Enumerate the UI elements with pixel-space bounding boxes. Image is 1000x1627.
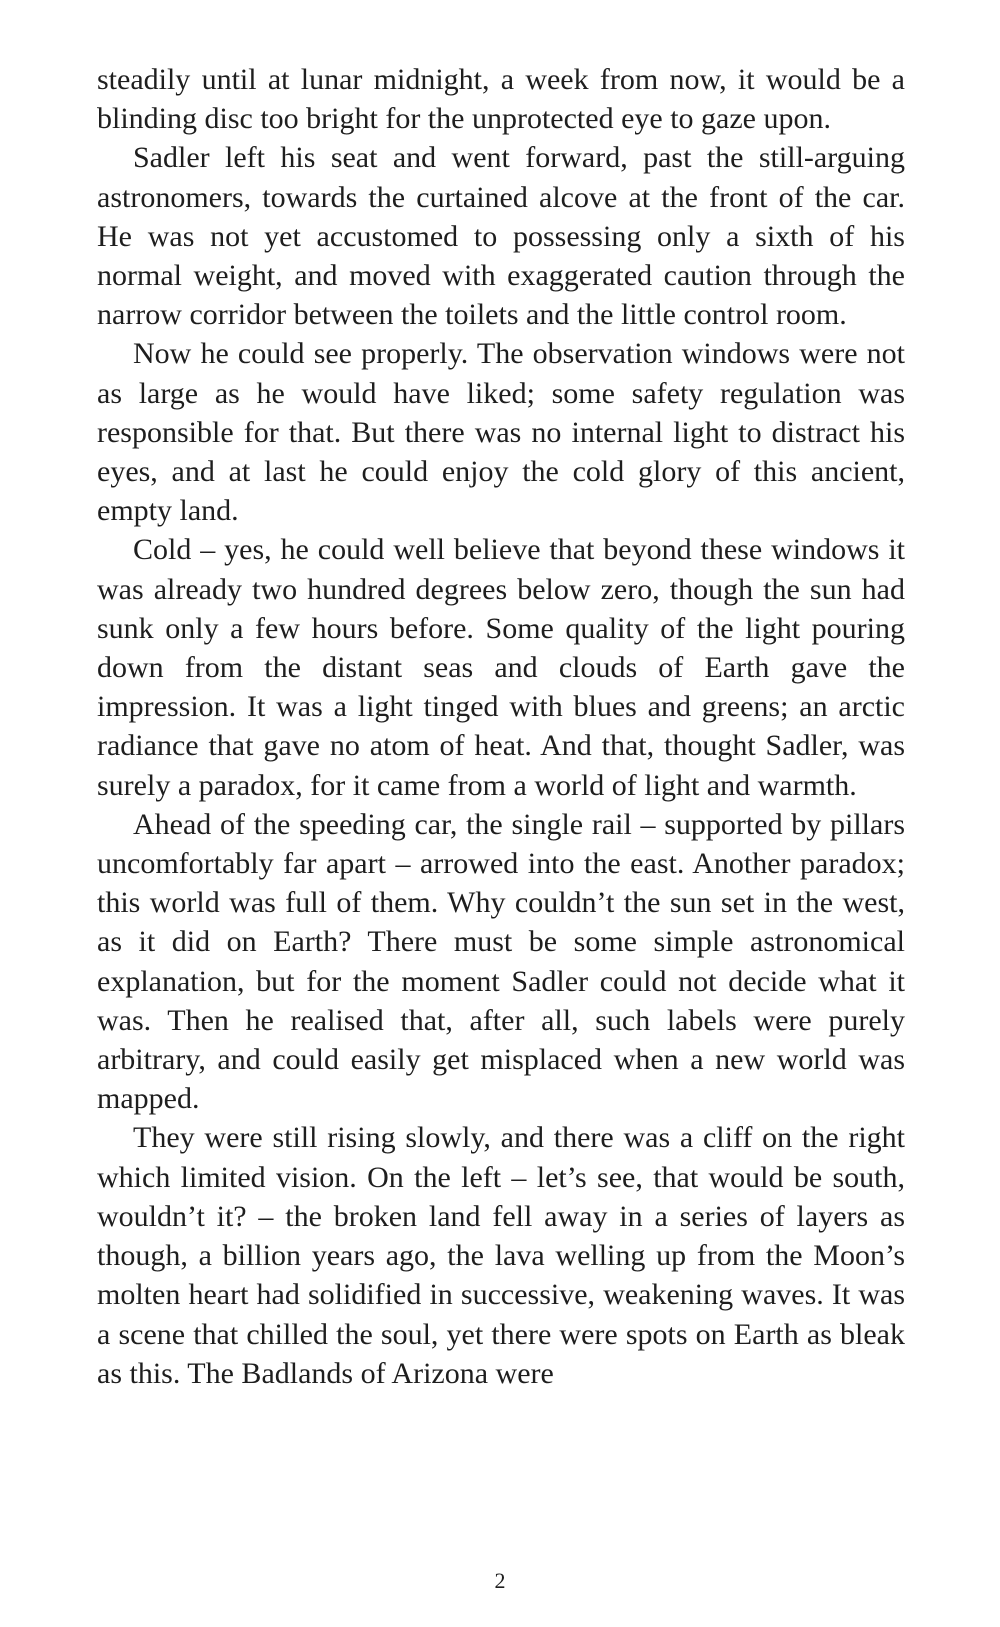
paragraph: Now he could see properly. The observation windows were not as large as he would have liked; some safety regulation was responsible for that. But there was no internal light to distract his eyes, and at last he could enjoy the cold glory of this ancient, empty land. [97, 337, 905, 528]
paragraph: Ahead of the speeding car, the single rail – supported by pillars uncomfortably far apart – arrowed into the east. Another paradox; this world was full of them. Why couldn’t the sun set in the west, as it did on Earth? There must be some simple astronomical explanation, but for the moment Sadler could not decide what it was. Then he realised that, after all, such labels were purely arbitrary, and could easily get misplaced when a new world was mapped. [97, 807, 905, 1116]
page-number: 2 [494, 1568, 506, 1593]
paragraph: Cold – yes, he could well believe that beyond these windows it was already two hundred degrees below zero, though the sun had sunk only a few hours before. Some quality of the light pouring down from the distant seas and clouds of Earth gave the impression. It was a light tinged with blues and greens; an arctic radiance that gave no atom of heat. And that, thought Sadler, was surely a paradox, for it came from a world of light and warmth. [97, 533, 905, 802]
paragraph: Sadler left his seat and went forward, past the still-arguing astronomers, towards the curtained alcove at the front of the car. He was not yet accustomed to possessing only a sixth of his normal weight, and moved with exaggerated caution through the narrow corridor between the toilets and the little control room. [97, 141, 905, 332]
page-body [97, 60, 905, 1393]
paragraph: They were still rising slowly, and there was a cliff on the right which limited vision. On the left – let’s see, that would be south, wouldn’t it? – the broken land fell away in a series of layers as though, a billion years ago, the lava welling up from the Moon’s molten heart had solidified in successive, weakening waves. It was a scene that chilled the soul, yet there were spots on Earth as bleak as this. The Badlands of Arizona were [97, 1121, 905, 1390]
paragraph-continuation: steadily until at lunar midnight, a week from now, it would be a blinding disc too bright for the unprotected eye to gaze upon. [97, 63, 905, 136]
